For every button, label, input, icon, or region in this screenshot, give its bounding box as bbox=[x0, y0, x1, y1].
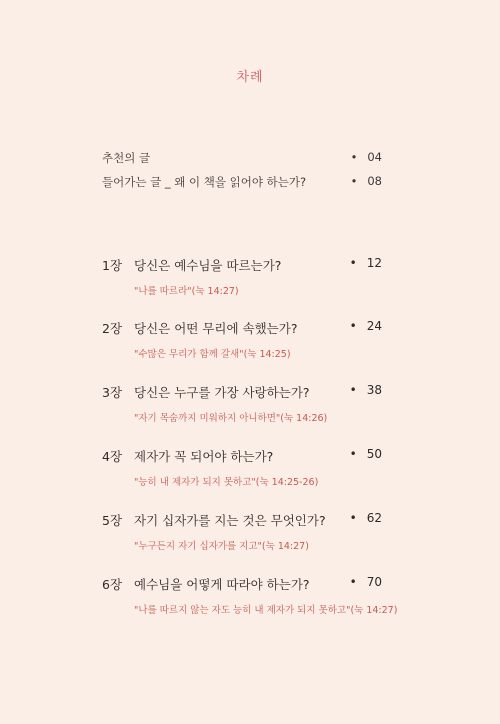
toc-title: 차례 bbox=[236, 70, 264, 85]
front-matter-item[interactable] bbox=[102, 150, 382, 166]
chapter-quote: "수많은 무리가 함께 갈새"(눅 14:25) bbox=[134, 349, 291, 360]
chapter-title: 당신은 어떤 무리에 속했는가? bbox=[134, 321, 298, 336]
page-number: • 70 bbox=[349, 575, 382, 589]
chapter-quote: "나를 따르지 않는 자도 능히 내 제자가 되지 못하고"(눅 14:27) bbox=[134, 605, 398, 616]
chapter-entry[interactable] bbox=[102, 383, 382, 424]
chapter-quote: "나를 따르라"(눅 14:27) bbox=[134, 286, 239, 297]
front-matter-label: 들어가는 글 _ 왜 이 책을 읽어야 하는가? bbox=[102, 175, 307, 189]
front-matter-label: 추천의 글 bbox=[102, 151, 151, 165]
chapter-quote: "자기 목숨까지 미워하지 아니하면"(눅 14:26) bbox=[134, 413, 328, 424]
chapter-number: 2장 bbox=[102, 321, 123, 336]
chapter-number: 3장 bbox=[102, 385, 123, 400]
chapter-title: 제자가 꼭 되어야 하는가? bbox=[134, 449, 274, 464]
page-number: • 04 bbox=[350, 150, 382, 164]
chapter-quote: "능히 내 제자가 되지 못하고"(눅 14:25-26) bbox=[134, 477, 319, 488]
page-number: • 12 bbox=[349, 256, 382, 270]
page-number: • 62 bbox=[349, 511, 382, 525]
page-number: • 08 bbox=[350, 174, 382, 188]
chapter-title: 자기 십자가를 지는 것은 무엇인가? bbox=[134, 513, 326, 528]
front-matter-item[interactable] bbox=[102, 174, 382, 190]
page-number: • 38 bbox=[349, 383, 382, 397]
chapter-title: 당신은 누구를 가장 사랑하는가? bbox=[134, 385, 310, 400]
chapter-entry[interactable] bbox=[102, 319, 382, 360]
chapter-entry[interactable] bbox=[102, 447, 382, 488]
chapter-number: 5장 bbox=[102, 513, 123, 528]
chapter-entry[interactable] bbox=[102, 575, 398, 616]
page-number: • 24 bbox=[349, 319, 382, 333]
chapter-number: 4장 bbox=[102, 449, 123, 464]
chapter-title: 당신은 예수님을 따르는가? bbox=[134, 258, 282, 273]
page-number: • 50 bbox=[349, 447, 382, 461]
chapter-title: 예수님을 어떻게 따라야 하는가? bbox=[134, 577, 310, 592]
chapter-quote: "누구든지 자기 십자가를 지고"(눅 14:27) bbox=[134, 541, 309, 552]
chapter-entry[interactable] bbox=[102, 256, 382, 297]
chapter-entry[interactable] bbox=[102, 511, 382, 552]
chapter-number: 6장 bbox=[102, 577, 123, 592]
chapter-number: 1장 bbox=[102, 258, 123, 273]
